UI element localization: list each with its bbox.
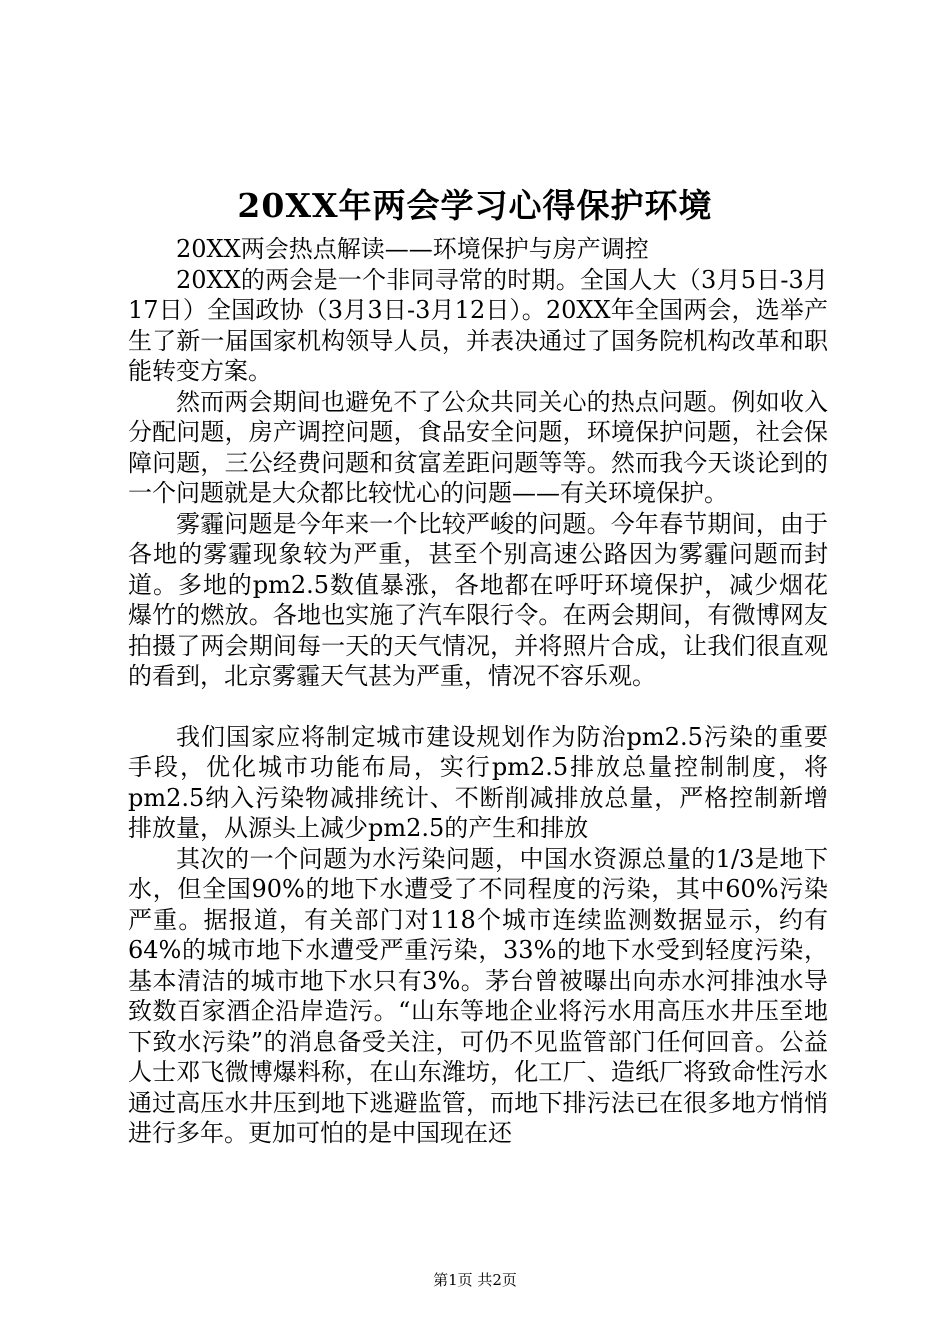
paragraph-water-pollution: 其次的一个问题为水污染问题，中国水资源总量的1/3是地下水，但全国90%的地下水遭受了不同程度的污染，其中60%污染严重。据报道，有关部门对118个城市连续监测数据显示，约有64%的城市地下水遭受严重污染，33%的地下水受到轻度污染，基本清洁的城市地下水只有3%。茅台曾被曝出向赤水河排浊水导致数百家酒企沿岸造污。“山东等地企业将污水用高压水井压至地下致水污染”的消息备受关注，可仍不见监管部门任何回音。公益人士邓飞微博爆料称，在山东潍坊，化工厂、造纸厂将致命性污水通过高压水井压到地下逃避监管，而地下排污法已在很多地方悄悄进行多年。更加可怕的是中国现在还 (128, 844, 828, 1147)
document-body (128, 234, 828, 1149)
paragraph-pm25-policy: 我们国家应将制定城市建设规划作为防治pm2.5污染的重要手段，优化城市功能布局，实行pm2.5排放总量控制制度，将pm2.5纳入污染物减排统计、不断削减排放总量，严格控制新增排放量，从源头上减少pm2.5的产生和排放 (128, 722, 828, 842)
paragraph-subtitle: 20XX两会热点解读——环境保护与房产调控 (176, 235, 649, 263)
paragraph-hot-topics: 然而两会期间也避免不了公众共同关心的热点问题。例如收入分配问题，房产调控问题，食品安全问题，环境保护问题，社会保障问题，三公经费问题和贫富差距问题等等。然而我今天谈论到的一个问题就是大众都比较忧心的问题——有关环境保护。 (128, 387, 828, 507)
paragraph-intro: 20XX的两会是一个非同寻常的时期。全国人大（3月5日-3月17日）全国政协（3月3日-3月12日）。20XX年全国两会，选举产生了新一届国家机构领导人员，并表决通过了国务院机构改革和职能转变方案。 (128, 265, 828, 385)
document-title: 20XX年两会学习心得保护环境 (237, 186, 713, 225)
paragraph-smog: 雾霾问题是今年来一个比较严峻的问题。今年春节期间，由于各地的雾霾现象较为严重，甚至个别高速公路因为雾霾问题而封道。多地的pm2.5数值暴涨，各地都在呼吁环境保护，减少烟花爆竹的燃放。各地也实施了汽车限行令。在两会期间，有微博网友拍摄了两会期间每一天的天气情况，并将照片合成，让我们很直观的看到，北京雾霾天气甚为严重，情况不容乐观。 (128, 509, 828, 690)
page-footer: 第1页 共2页 (433, 1271, 517, 1289)
